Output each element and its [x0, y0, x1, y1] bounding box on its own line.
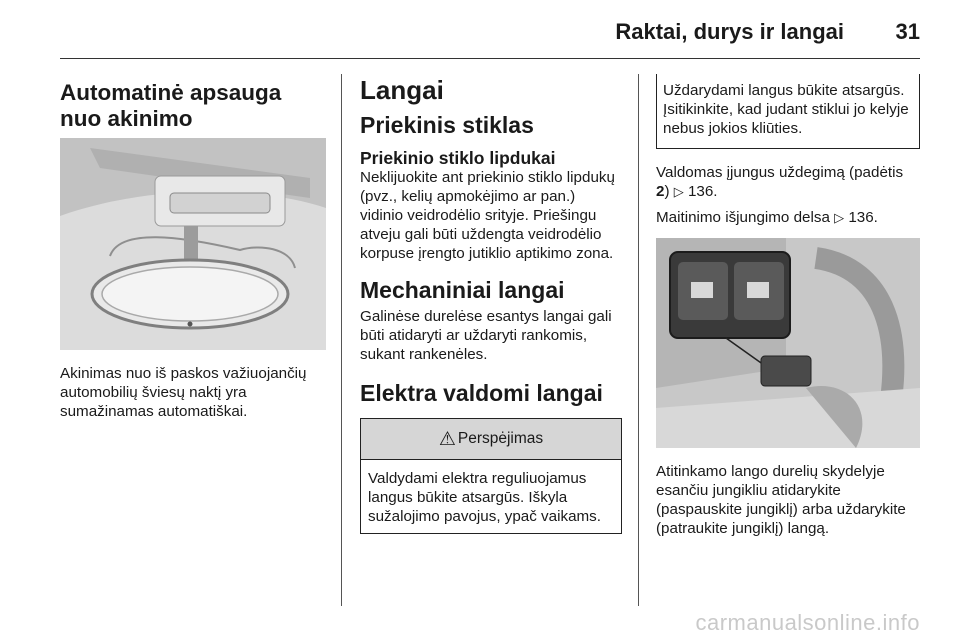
anti-glare-text: Akinimas nuo iš paskos važiuojančių automobilių šviesų naktį yra sumažinamas automatiškai.	[60, 365, 307, 420]
column-1	[60, 80, 326, 421]
switch-instructions-text: Atitinkamo lango durelių skydelyje esančiu jungikliu atidarykite (paspauskite jungiklį) arba uždarykite (patraukite jungiklį) langą.	[656, 463, 906, 537]
column-divider-1	[341, 74, 342, 606]
ignition-text-post: )	[664, 183, 674, 200]
ignition-text-pre: Valdomas įjungus uždegimą (padėtis	[656, 164, 904, 181]
ignition-position: 2	[656, 183, 665, 200]
subheading-power-windows: Elektra valdomi langai	[360, 380, 603, 406]
page-header-title: Raktai, durys ir langai	[615, 19, 844, 44]
section-heading-windows: Langai	[360, 75, 444, 105]
ignition-page-ref[interactable]: 136.	[683, 183, 718, 200]
column-2	[360, 74, 622, 534]
delay-text	[656, 208, 920, 227]
stickers-text: Neklijuokite ant priekinio stiklo lipdukų (pvz., kelių apmokėjimo ar pan.) vidinio veidrodėlio srityje. Priešingu atveju gali būti uždengta veidrodėlio korpuse įrengto jutiklio aptikimo zona.	[360, 169, 615, 262]
note-box	[656, 74, 920, 149]
delay-text-pre: Maitinimo išjungimo delsa	[656, 209, 835, 226]
reference-arrow-icon: ▷	[834, 210, 845, 225]
warning-box	[360, 418, 622, 534]
column-3	[656, 74, 920, 538]
warning-triangle-icon: ⚠	[438, 428, 456, 450]
reference-arrow-icon: ▷	[673, 184, 684, 199]
ignition-text	[656, 163, 920, 201]
subheading-windscreen: Priekinis stiklas	[360, 112, 534, 138]
column-divider-2	[638, 74, 639, 606]
note-text: Uždarydami langus būkite atsargūs. Įsitikinkite, kad judant stiklui jo kelyje nebus jokios kliūties.	[663, 82, 909, 137]
rear-view-mirror-image	[60, 138, 326, 350]
warning-header	[361, 418, 621, 460]
page-number: 31	[895, 19, 920, 44]
header-rule	[60, 58, 920, 59]
window-switch-image	[656, 238, 920, 448]
subheading-windscreen-stickers: Priekinio stiklo lipdukai	[360, 148, 556, 168]
delay-page-ref[interactable]: 136.	[844, 209, 878, 226]
subheading-manual-windows: Mechaniniai langai	[360, 277, 565, 303]
section-heading-anti-glare: Automatinė apsauga nuo akinimo	[60, 80, 282, 131]
warning-text: Valdydami elektra reguliuojamus langus būkite atsargūs. Iškyla sužalojimo pavojus, ypač vaikams.	[368, 470, 601, 525]
warning-title: Perspėjimas	[457, 430, 544, 447]
manual-windows-text: Galinėse durelėse esantys langai gali būti atidaryti ar uždaryti rankomis, sukant rankenėles.	[360, 308, 612, 363]
watermark: carmanualsonline.info	[695, 610, 920, 635]
